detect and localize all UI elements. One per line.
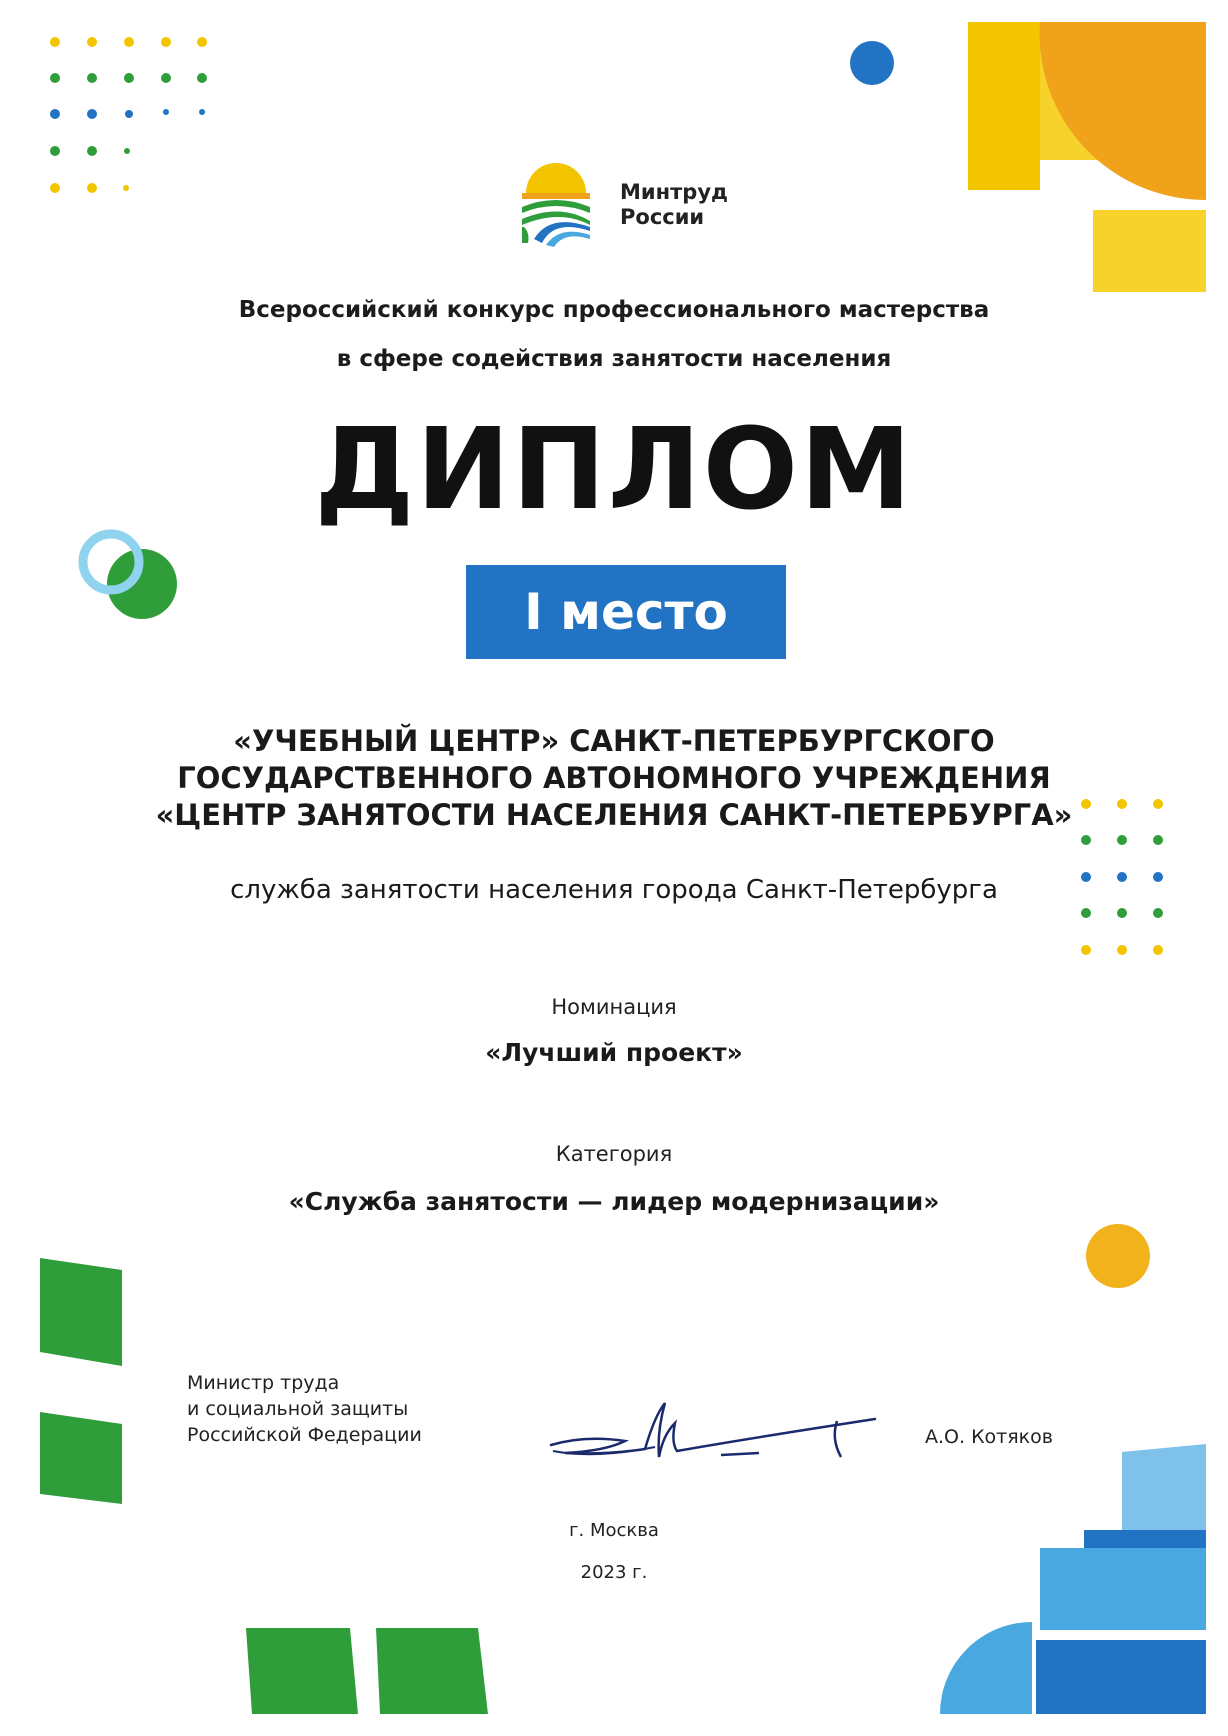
signatory-position: [187, 1370, 422, 1448]
issue-year: 2023 г.: [580, 1562, 648, 1583]
orange-dot: [1086, 1224, 1150, 1288]
organization-line-1: «УЧЕБНЫЙ ЦЕНТР» САНКТ-ПЕТЕРБУРГСКОГО: [233, 724, 995, 758]
contest-line-2: в сфере содействия занятости населения: [336, 346, 892, 372]
bottom-left-green-shapes: [40, 1258, 488, 1714]
organization-line-3: «ЦЕНТР ЗАНЯТОСТИ НАСЕЛЕНИЯ САНКТ-ПЕТЕРБУРГА»: [155, 798, 1073, 832]
organization-line-2: ГОСУДАРСТВЕННОГО АВТОНОМНОГО УЧРЕЖДЕНИЯ: [177, 761, 1051, 795]
logo-wordmark: [620, 180, 728, 230]
position-line-1: Министр труда: [187, 1372, 340, 1394]
place-badge: I место: [466, 565, 786, 659]
organization-name: [0, 723, 1228, 834]
contest-heading: [0, 286, 1228, 384]
contest-line-1: Всероссийский конкурс профессионального мастерства: [238, 297, 990, 323]
signature-icon: [545, 1395, 885, 1475]
nomination-value: «Лучший проект»: [485, 1038, 743, 1067]
logo-line-1: Минтруд: [620, 180, 728, 204]
mintrud-logo-icon: [520, 163, 592, 247]
logo-line-2: России: [620, 205, 705, 229]
category-label: Категория: [555, 1142, 673, 1166]
position-line-2: и социальной защиты: [187, 1398, 409, 1420]
place-of-issue: г. Москва: [569, 1520, 659, 1541]
nomination-label: Номинация: [551, 995, 677, 1019]
signatory-name: А.О. Котяков: [925, 1426, 1053, 1448]
blue-dot: [850, 41, 894, 85]
diploma-title: ДИПЛОМ: [314, 405, 914, 535]
dot-grid-top-left: [50, 37, 207, 193]
category-value: «Служба занятости — лидер модернизации»: [288, 1187, 940, 1216]
service-name: служба занятости населения города Санкт-Петербурга: [230, 875, 998, 905]
position-line-3: Российской Федерации: [187, 1424, 422, 1446]
top-right-color-block: [968, 22, 1206, 292]
